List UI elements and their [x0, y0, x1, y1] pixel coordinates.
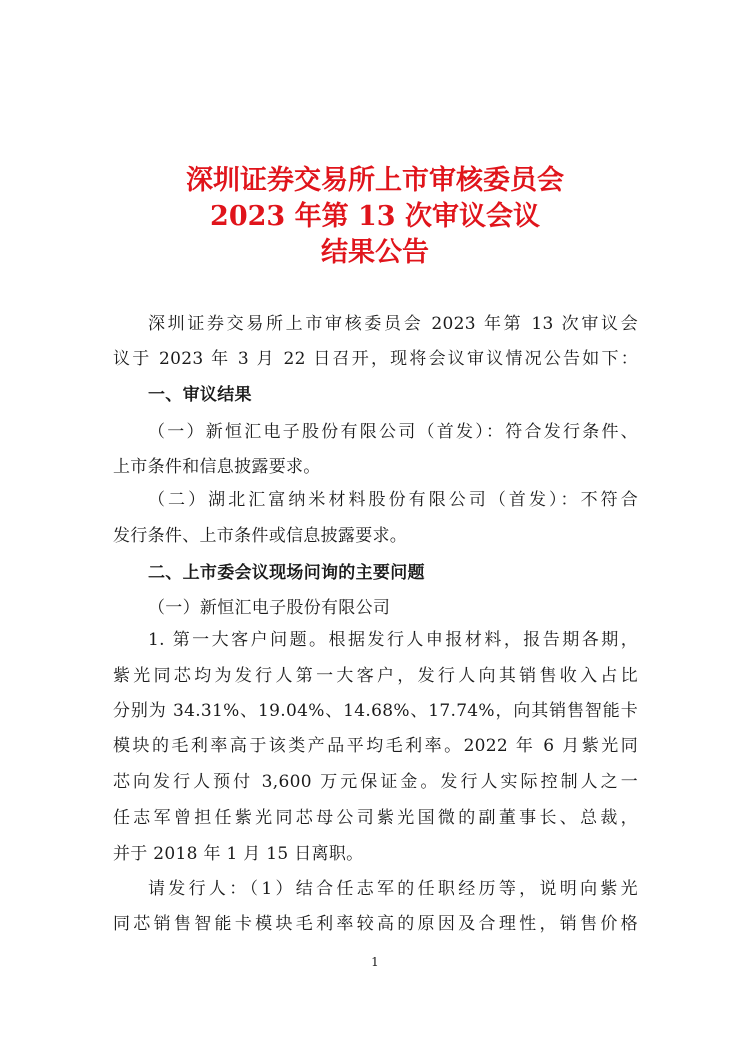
question1-line2: 紫光同芯均为发行人第一大客户，发行人向其销售收入占比	[113, 666, 638, 686]
section2-heading: 二、上市委会议现场问询的主要问题	[148, 563, 425, 583]
result-item2-line1: （二）湖北汇富纳米材料股份有限公司（首发）：不符合	[148, 490, 638, 510]
request-line2: 同芯销售智能卡模块毛利率较高的原因及合理性，销售价格	[113, 914, 638, 934]
intro-paragraph-line2: 议于 2023 年 3 月 22 日召开，现将会议审议情况公告如下：	[113, 349, 638, 369]
announcement-title-line2: 2023 年第 13 次审议会议	[210, 201, 540, 232]
announcement-title-line1: 深圳证券交易所上市审核委员会	[186, 165, 564, 196]
request-line1: 请发行人：（1）结合任志军的任职经历等，说明向紫光	[148, 879, 638, 899]
intro-paragraph-line1: 深圳证券交易所上市审核委员会 2023 年第 13 次审议会	[148, 314, 638, 334]
question1-line1: 1. 第一大客户问题。根据发行人申报材料，报告期各期，	[148, 630, 638, 650]
subsection1-heading: （一）新恒汇电子股份有限公司	[148, 598, 391, 618]
question1-line4: 模块的毛利率高于该类产品平均毛利率。2022 年 6 月紫光同	[113, 736, 638, 756]
question1-line3: 分别为 34.31%、19.04%、14.68%、17.74%，向其销售智能卡	[113, 701, 638, 721]
question1-line7: 并于 2018 年 1 月 15 日离职。	[113, 844, 364, 864]
result-item1-line2: 上市条件和信息披露要求。	[113, 457, 321, 477]
result-item2-line2: 发行条件、上市条件或信息披露要求。	[113, 526, 408, 546]
page-number: 1	[371, 955, 379, 969]
result-item1-line1: （一）新恒汇电子股份有限公司（首发）：符合发行条件、	[148, 422, 638, 442]
announcement-title-line3: 结果公告	[321, 237, 429, 268]
question1-line5: 芯向发行人预付 3,600 万元保证金。发行人实际控制人之一	[113, 772, 638, 792]
question1-line6: 任志军曾担任紫光同芯母公司紫光国微的副董事长、总裁，	[113, 808, 638, 828]
section1-heading: 一、审议结果	[148, 385, 252, 405]
